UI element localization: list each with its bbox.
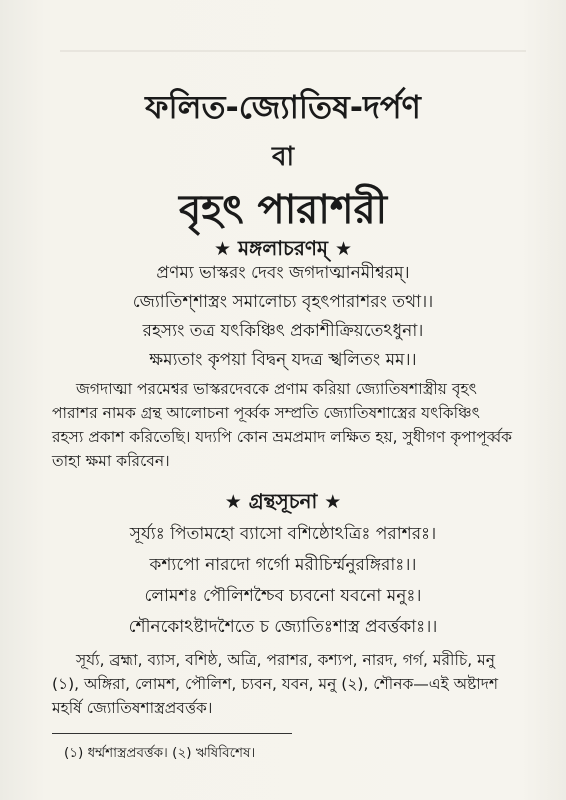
star-icon: ★: [213, 238, 231, 260]
verse-line: জ্যোতিশ্শাস্ত্রং সমালোচ্য বৃহৎপারাশরং তথা।।: [132, 292, 434, 312]
prose-line: জগদাত্মা পরমেশ্বর ভাস্করদেবকে প্রণাম করিয়া জ্যোতিষশাস্ত্রীয় বৃহৎ: [76, 380, 477, 398]
verse-block-2: [0, 520, 566, 644]
verse-line: শৌনকোঽষ্টাদশৈতে চ জ্যোতিঃশাস্ত্র প্রবর্ত্তকাঃ।।: [128, 617, 438, 637]
verse-line: সূর্য্যঃ পিতামহো ব্যাসো বশিষ্ঠোঽত্রিঃ পরাশরঃ।: [129, 524, 437, 544]
verse-line: লোমশঃ পৌলিশশ্চৈব চ্যবনো যবনো মনুঃ।: [144, 586, 422, 606]
or-word: বা: [271, 142, 294, 172]
footnote-rule: [52, 733, 292, 734]
star-icon: ★: [335, 238, 353, 260]
star-icon: ★: [224, 491, 242, 513]
bleed-through-line: [60, 50, 526, 52]
verse-line: প্রণম্য ভাস্করং দেবং জগদাত্মানমীশ্বরম্।: [156, 263, 410, 283]
prose-line: পারাশর নামক গ্রন্থ আলোচনা পূর্ব্বক সম্প্রতি জ্যোতিষশাস্ত্রের যৎকিঞ্চিৎ: [52, 404, 480, 422]
star-icon: ★: [324, 491, 342, 513]
verse-line: কশ্যপো নারদো গর্গো মরীচির্ম্মনুরঙ্গিরাঃ।।: [149, 555, 417, 575]
prose-line: তাহা ক্ষমা করিবেন।: [52, 452, 170, 470]
prose-line: সূর্য্য, ব্রহ্মা, ব্যাস, বশিষ্ঠ, অত্রি, পরাশর, কশ্যপ, নারদ, গর্গ, মরীচি, মনু: [76, 651, 495, 669]
section-heading-text: গ্রন্থসূচনা: [248, 489, 318, 513]
book-title: ফলিত-জ্যোতিষ-দর্পণ: [145, 88, 421, 126]
prose-line: মহর্ষি জ্যোতিষশাস্ত্রপ্রবর্ত্তক।: [52, 699, 213, 717]
section-heading-text: মঙ্গলাচরণম্: [237, 236, 329, 260]
prose-paragraph-1: [52, 377, 522, 473]
verse-block-1: [0, 259, 566, 375]
section-heading-granthasuchana: [0, 487, 566, 520]
prose-paragraph-2: [52, 648, 522, 720]
verse-line: ক্ষম্যতাং কৃপয়া বিদ্বন্ যদত্র স্খলিতং মম।।: [149, 350, 417, 370]
footnote: (১) ধর্ম্মশাস্ত্রপ্রবর্ত্তক। (২) ঋষিবিশেষ।: [64, 745, 256, 761]
book-subtitle: বৃহৎ পারাশরী: [178, 187, 388, 233]
verse-line: রহস্যং তত্র যৎকিঞ্চিৎ প্রকাশীক্রিয়তেঽধুনা।: [142, 321, 424, 341]
prose-line: রহস্য প্রকাশ করিতেছি। যদ্যপি কোন ভ্রমপ্রমাদ লক্ষিত হয়, সুধীগণ কৃপাপূর্ব্বক: [52, 428, 512, 446]
prose-line: (১), অঙ্গিরা, লোমশ, পৌলিশ, চ্যবন, যবন, মনু (২), শৌনক—এই অষ্টাদশ: [52, 675, 499, 693]
